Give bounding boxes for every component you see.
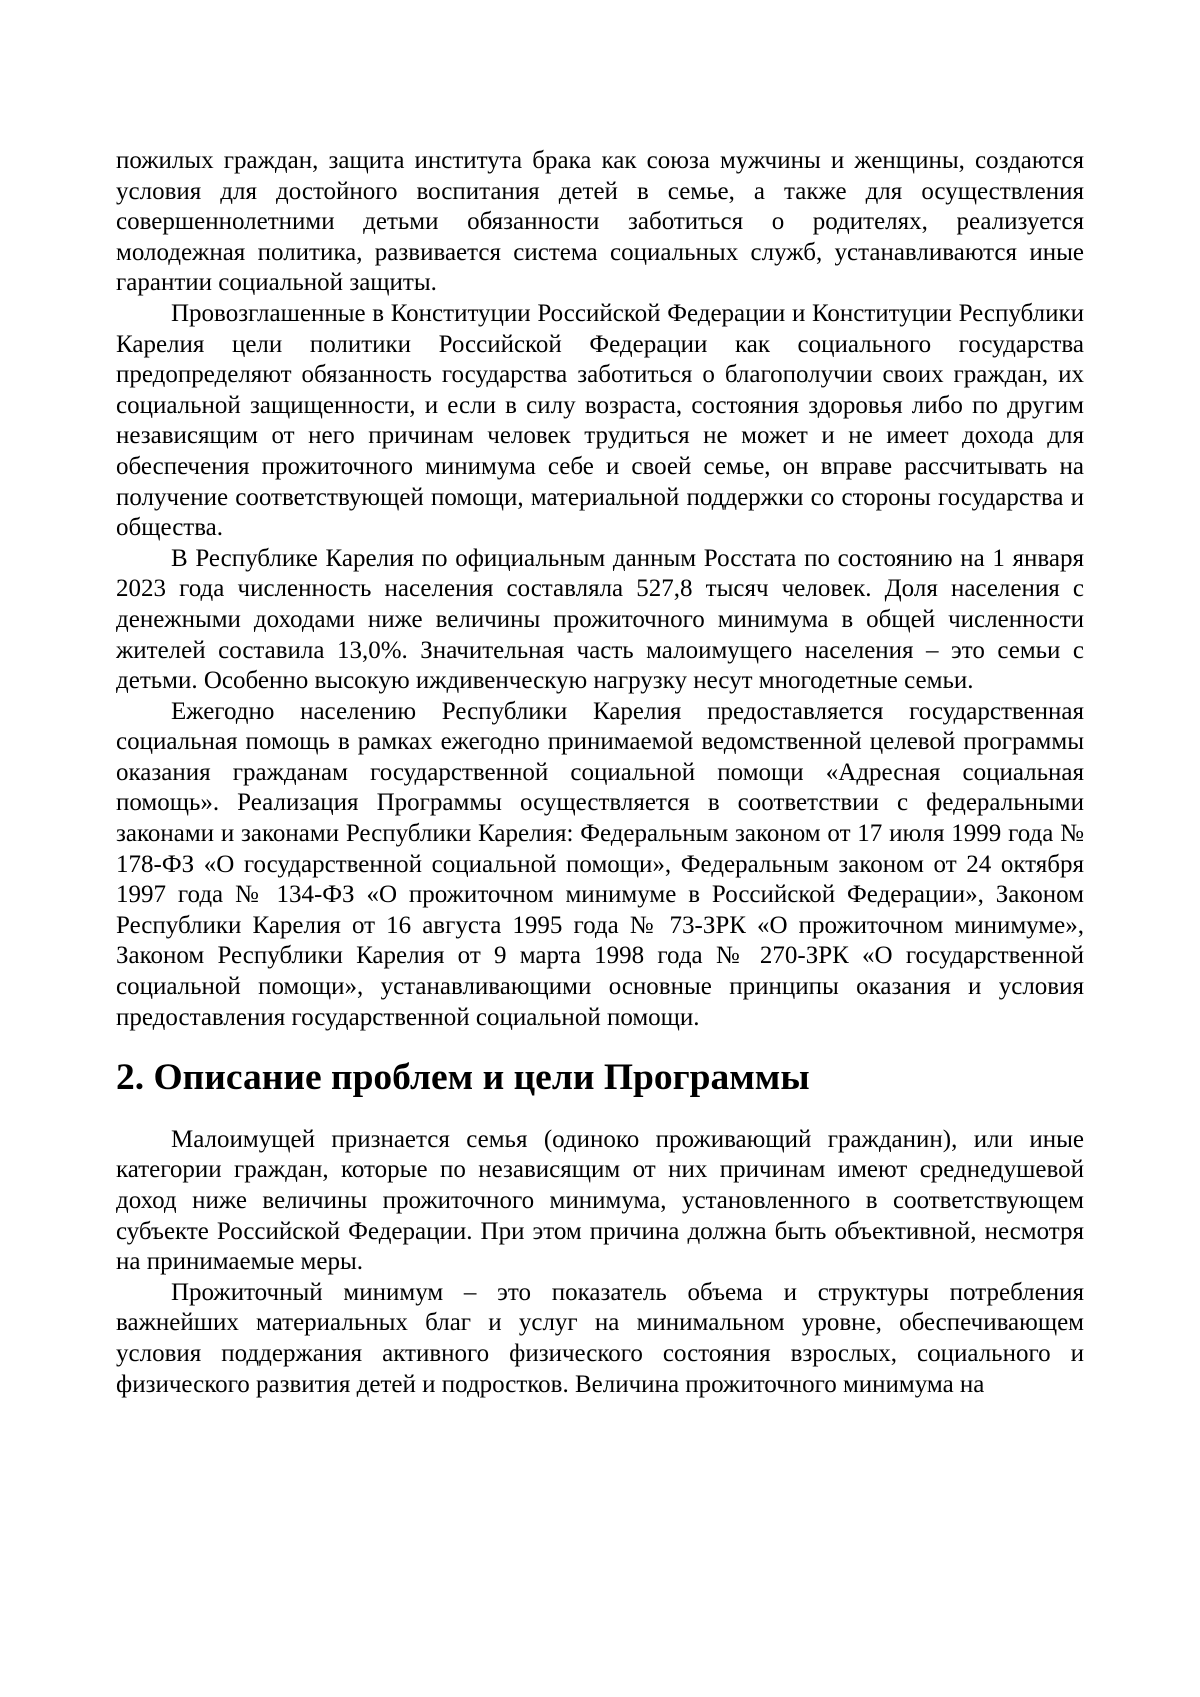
section-heading: 2. Описание проблем и цели Программы — [116, 1057, 810, 1099]
paragraph-population: В Республике Карелия по официальным данным Росстата по состоянию на 1 января 2023 года численность населения составляла 527,8 тысяч человек. Доля населения с денежными доходами ниже величины прожиточного минимума в общей численности жителей составила 13,0%. Значительная часть малоимущего населения – это семьи с детьми. Особенно высокую иждивенческую нагрузку несут многодетные семьи. — [116, 544, 1084, 695]
paragraph-constitution: Провозглашенные в Конституции Российской Федерации и Конституции Республики Карелия цели политики Российской Федерации как социального государства предопределяют обязанность государства заботиться о благополучии своих граждан, их социальной защищенности, и если в силу возраста, состояния здоровья либо по другим независящим от него причинам человек трудиться не может и не имеет дохода для обеспечения прожиточного минимума себе и своей семье, он вправе рассчитывать на получение соответствующей помощи, материальной поддержки со стороны государства и общества. — [116, 299, 1084, 542]
paragraph-subsistence-minimum: Прожиточный минимум – это показатель объема и структуры потребления важнейших материальных благ и услуг на минимальном уровне, обеспечивающем условия поддержания активного физического состояния взрослых, социального и физического развития детей и подростков. Величина прожиточного минимума на — [116, 1278, 1084, 1398]
paragraph-continuation: пожилых граждан, защита института брака как союза мужчины и женщины, создаются условия для достойного воспитания детей в семье, а также для осуществления совершеннолетними детьми обязанности заботиться о родителях, реализуется молодежная политика, развивается система социальных служб, устанавливаются иные гарантии социальной защиты. — [116, 147, 1084, 297]
paragraph-social-aid: Ежегодно населению Республики Карелия предоставляется государственная социальная помощь в рамках ежегодно принимаемой ведомственной целевой программы оказания гражданам государственной социальной помощи «Адресная социальная помощь». Реализация Программы осуществляется в соответствии с федеральными законами и законами Республики Карелия: Федеральным законом от 17 июля 1999 года № 178-ФЗ «О государственной социальной помощи», Федеральным законом от 24 октября 1997 года № 134-ФЗ «О прожиточном минимуме в Российской Федерации», Законом Республики Карелия от 16 августа 1995 года № 73-ЗРК «О прожиточном минимуме», Законом Республики Карелия от 9 марта 1998 года № 270-ЗРК «О государственной социальной помощи», устанавливающими основные принципы оказания и условия предоставления государственной социальной помощи. — [116, 697, 1084, 1031]
paragraph-low-income: Малоимущей признается семья (одиноко проживающий гражданин), или иные категории граждан, которые по независящим от них причинам имеют среднедушевой доход ниже величины прожиточного минимума, установленного в соответствующем субъекте Российской Федерации. При этом причина должна быть объективной, несмотря на принимаемые меры. — [116, 1125, 1084, 1276]
document-page — [116, 146, 1084, 1400]
